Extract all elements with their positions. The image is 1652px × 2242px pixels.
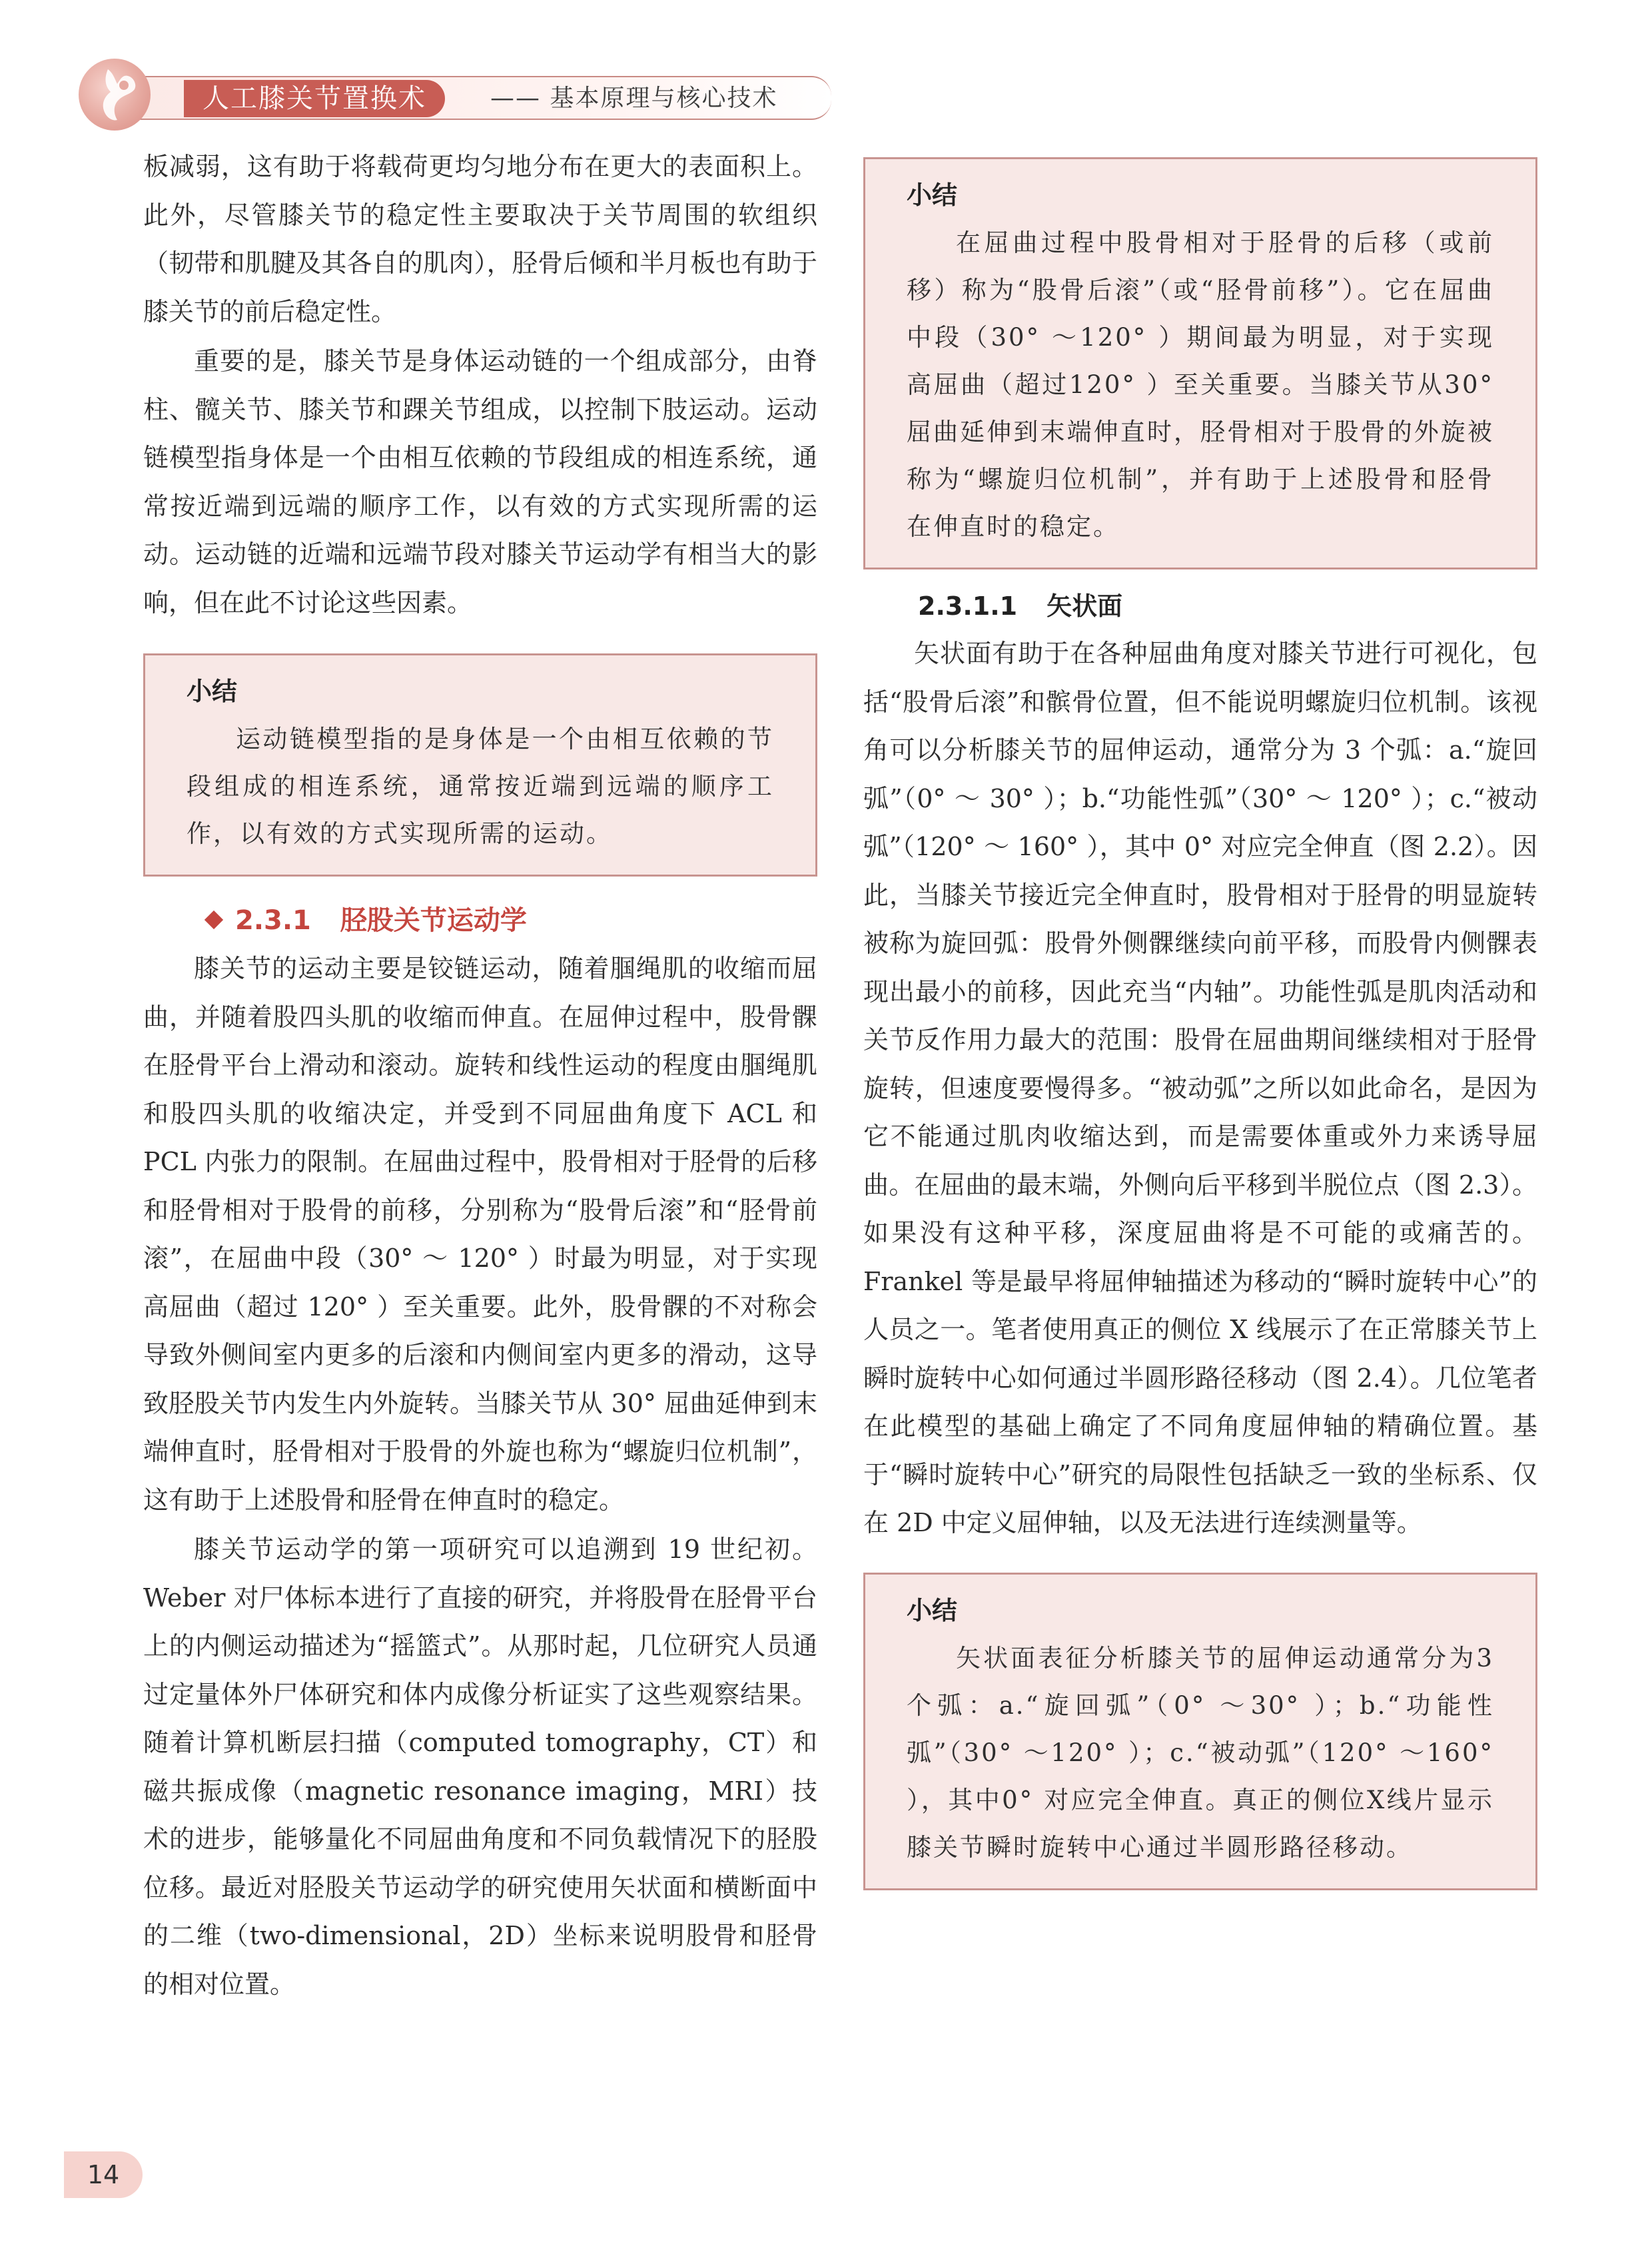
- section-number: 2.3.1: [235, 905, 311, 936]
- section-heading: [143, 897, 817, 944]
- summary-box: [863, 1573, 1537, 1890]
- subsection-title: 矢状面: [1046, 591, 1123, 621]
- summary-title: 小结: [907, 1595, 958, 1625]
- paragraph: 膝关节的运动主要是铰链运动，随着腘绳肌的收缩而屈曲，并随着股四头肌的收缩而伸直。在屈伸过程中，股骨髁在胫骨平台上滑动和滚动。旋转和线性运动的程度由腘绳肌和股四头肌的收缩决定，并受到不同屈曲角度下 ACL 和 PCL 内张力的限制。在屈曲过程中，股骨相对于胫骨的后移和胫骨相对于股骨的前移，分别称为“股骨后滚”和“胫骨前滚”，在屈曲中段（30° ～ 120° ）时最为明显，对于实现高屈曲（超过 120° ）至关重要。此外，股骨髁的不对称会导致外侧间室内更多的后滚和内侧间室内更多的滑动，这导致胫股关节内发生内外旋转。当膝关节从 30° 屈曲延伸到末端伸直时，胫骨相对于股骨的外旋也称为“螺旋归位机制”，这有助于上述股骨和胫骨在伸直时的稳定。: [143, 954, 817, 1515]
- right-column: [863, 143, 1537, 1890]
- summary-box: [863, 157, 1537, 569]
- running-header: [64, 59, 830, 131]
- summary-text: 运动链模型指的是身体是一个由相互依赖的节段组成的相连系统，通常按近端到远端的顺序工作，以有效的方式实现所需的运动。: [187, 725, 774, 848]
- section-title: 胫股关节运动学: [340, 905, 527, 936]
- book-title: 人工膝关节置换术: [184, 80, 445, 117]
- diamond-bullet-icon: [205, 911, 223, 929]
- summary-text: 在屈曲过程中股骨相对于胫骨的后移（或前移）称为“股骨后滚”（或“胫骨前移”）。它在屈曲中段（30° ～120° ）期间最为明显，对于实现高屈曲（超过120° ）至关重要。当膝关节从30° 屈曲延伸到末端伸直时，胫骨相对于股骨的外旋被称为“螺旋归位机制”，并有助于上述股骨和胫骨在伸直时的稳定。: [907, 228, 1494, 541]
- summary-title: 小结: [187, 677, 238, 706]
- left-column: [143, 143, 817, 2008]
- summary-title: 小结: [907, 181, 958, 210]
- knee-logo-icon: [79, 59, 151, 131]
- page-number: 14: [64, 2151, 143, 2198]
- subsection-heading: [863, 583, 1537, 629]
- paragraph: 板减弱，这有助于将载荷更均匀地分布在更大的表面积上。此外，尽管膝关节的稳定性主要取决于关节周围的软组织（韧带和肌腱及其各自的肌肉），胫骨后倾和半月板也有助于膝关节的前后稳定性。: [143, 152, 817, 326]
- summary-box: [143, 653, 817, 877]
- paragraph: 矢状面有助于在各种屈曲角度对膝关节进行可视化，包括“股骨后滚”和髌骨位置，但不能说明螺旋归位机制。该视角可以分析膝关节的屈伸运动，通常分为 3 个弧：a.“旋回弧”（0° ～ 30° ）；b.“功能性弧”（30° ～ 120° ）；c.“被动弧”（120° ～ 160° ），其中 0° 对应完全伸直（图 2.2）。因此，当膝关节接近完全伸直时，股骨相对于胫骨的明显旋转被称为旋回弧：股骨外侧髁继续向前平移，而股骨内侧髁表现出最小的前移，因此充当“内轴”。功能性弧是肌肉活动和关节反作用力最大的范围：股骨在屈曲期间继续相对于胫骨旋转，但速度要慢得多。“被动弧”之所以如此命名，是因为它不能通过肌肉收缩达到，而是需要体重或外力来诱导屈曲。在屈曲的最末端，外侧向后平移到半脱位点（图 2.3）。如果没有这种平移，深度屈曲将是不可能的或痛苦的。Frankel 等是最早将屈伸轴描述为移动的“瞬时旋转中心”的人员之一。笔者使用真正的侧位 X 线展示了在正常膝关节上瞬时旋转中心如何通过半圆形路径移动（图 2.4）。几位笔者在此模型的基础上确定了不同角度屈伸轴的精确位置。基于“瞬时旋转中心”研究的局限性包括缺乏一致的坐标系、仅在 2D 中定义屈伸轴，以及无法进行连续测量等。: [863, 639, 1537, 1537]
- book-subtitle: —— 基本原理与核心技术: [490, 85, 778, 112]
- paragraph: 膝关节运动学的第一项研究可以追溯到 19 世纪初。Weber 对尸体标本进行了直接的研究，并将股骨在胫骨平台上的内侧运动描述为“摇篮式”。从那时起，几位研究人员通过定量体外尸体研究和体内成像分析证实了这些观察结果。随着计算机断层扫描（computed tomography，CT）和磁共振成像（magnetic resonance imaging，MRI）技术的进步，能够量化不同屈曲角度和不同负载情况下的胫股位移。最近对胫股关节运动学的研究使用矢状面和横断面中的二维（two-dimensional，2D）坐标来说明股骨和胫骨的相对位置。: [143, 1535, 817, 1999]
- summary-text: 矢状面表征分析膝关节的屈伸运动通常分为3个弧：a.“旋回弧”（0° ～30° ）；b.“功能性弧”（30° ～120° ）；c.“被动弧”（120° ～160° ），其中0° 对应完全伸直。真正的侧位X线片显示膝关节瞬时旋转中心通过半圆形路径移动。: [907, 1643, 1494, 1862]
- paragraph: 重要的是，膝关节是身体运动链的一个组成部分，由脊柱、髋关节、膝关节和踝关节组成，以控制下肢运动。运动链模型指身体是一个由相互依赖的节段组成的相连系统，通常按近端到远端的顺序工作，以有效的方式实现所需的运动。运动链的近端和远端节段对膝关节运动学有相当大的影响，但在此不讨论这些因素。: [143, 346, 817, 617]
- subsection-number: 2.3.1.1: [918, 591, 1018, 621]
